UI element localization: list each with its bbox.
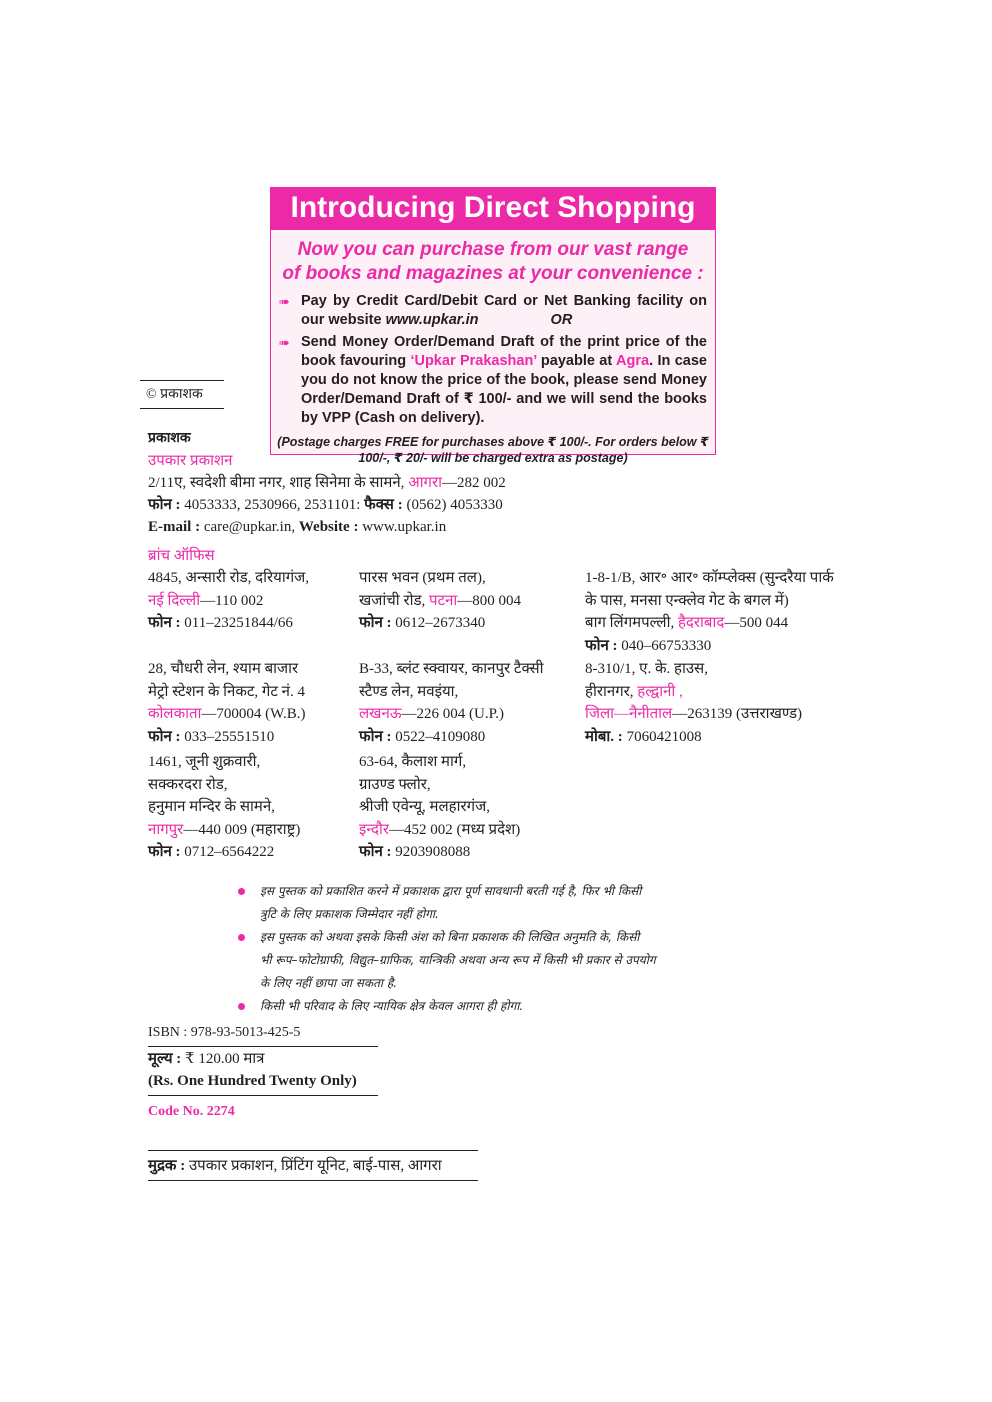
phone-value: 4053333, 2530966, 2531101: <box>184 497 365 513</box>
branch-pin: —500 044 <box>724 615 789 631</box>
branch-phone: 0522–4109080 <box>395 728 486 745</box>
phone-label: फोन : <box>148 497 185 513</box>
publisher-address <box>148 472 506 494</box>
branch-line: के पास, मनसा एन्क्लेव गेट के बगल में) <box>585 592 789 609</box>
ad-postage-note: (Postage charges FREE for purchases above ₹ 100/-. For orders below ₹ 100/-, ₹ 20/- will be charged extra as postage) <box>277 435 709 465</box>
branch-phone: 0712–6564222 <box>184 844 275 860</box>
bullet-icon <box>238 888 245 895</box>
branch-line: 28, चौधरी लेन, श्याम बाजार <box>148 661 299 677</box>
publisher-heading: प्रकाशक <box>148 431 191 446</box>
branch-kolkata <box>148 658 305 748</box>
price-value: ₹ 120.00 मात्र <box>185 1051 265 1067</box>
branch-pin: —452 002 (मध्य प्रदेश) <box>389 821 521 838</box>
bullet-icon <box>238 934 245 941</box>
branch-phone: 7060421008 <box>626 728 702 745</box>
publisher-contact <box>148 516 446 538</box>
divider <box>140 380 224 381</box>
website-label: Website : <box>298 519 363 535</box>
address-pin: —282 002 <box>441 475 506 491</box>
branch-city: कोलकाता <box>148 706 202 722</box>
ad-or-text: OR <box>550 312 573 328</box>
note-item <box>238 926 738 995</box>
email-value[interactable]: care@upkar.in, <box>203 519 299 535</box>
publisher-phone <box>148 494 503 516</box>
email-label: E-mail : <box>148 519 204 535</box>
note-line: किसी भी परिवाद के लिए न्यायिक क्षेत्र केवल आगरा ही होगा. <box>260 999 524 1013</box>
payee-city: Agra <box>616 353 650 369</box>
phone-label: फोन : <box>359 728 396 745</box>
phone-label: फोन : <box>148 615 185 631</box>
branch-patna <box>359 567 521 635</box>
branch-line: ग्राउण्ड फ्लोर, <box>359 776 431 793</box>
branch-line: हीरानगर, <box>585 683 638 700</box>
phone-label: फोन : <box>148 844 185 860</box>
fax-label: फैक्स : <box>364 497 407 513</box>
branch-city: हल्द्वानी , <box>637 683 683 700</box>
branch-delhi <box>148 567 309 635</box>
branch-pin: —110 002 <box>200 592 264 609</box>
phone-label: फोन : <box>359 844 396 860</box>
price-label: मूल्य : <box>148 1051 186 1067</box>
branch-city: नागपुर <box>148 821 184 838</box>
branch-line: 1461, जूनी शुक्रवारी, <box>148 754 261 770</box>
fax-value: (0562) 4053330 <box>406 497 503 513</box>
branch-hyderabad <box>585 567 834 657</box>
website-link[interactable]: www.upkar.in <box>385 312 479 328</box>
branch-line: 4845, अन्सारी रोड, दरियागंज, <box>148 570 310 586</box>
branch-lucknow <box>359 658 544 748</box>
phone-label: फोन : <box>148 728 185 745</box>
branch-phone: 0612–2673340 <box>395 615 486 631</box>
address-text: 2/11ए, स्वदेशी बीमा नगर, शाह सिनेमा के सामने, <box>148 475 409 491</box>
phone-label: फोन : <box>585 637 622 654</box>
note-item <box>238 995 738 1018</box>
branch-line: स्टैण्ड लेन, मवइंया, <box>359 683 459 700</box>
divider <box>148 1095 378 1096</box>
ad-item2-text-b: payable at <box>536 353 617 369</box>
phone-label: फोन : <box>359 615 396 631</box>
branch-line: पारस भवन (प्रथम तल), <box>359 570 486 586</box>
code-number: Code No. 2274 <box>148 1104 235 1119</box>
ad-subtitle-line-1: Now you can purchase from our vast range <box>297 239 689 260</box>
copyright: © प्रकाशक <box>146 387 203 402</box>
branch-city: हैदराबाद <box>677 615 725 631</box>
ad-subtitle <box>271 238 715 286</box>
branch-heading: ब्रांच ऑफिस <box>148 548 215 564</box>
ad-item2-text: Send Money Order/Demand Draft of the print price of the book favouring <box>301 334 707 369</box>
divider <box>148 1150 478 1151</box>
legal-notes <box>238 880 738 1018</box>
branch-city: पटना <box>429 592 458 609</box>
branch-city: इन्दौर <box>359 821 389 838</box>
price <box>148 1048 264 1070</box>
ad-item-online-payment <box>271 292 715 330</box>
printer-label: मुद्रक : <box>148 1158 189 1174</box>
arrow-icon: ➠ <box>279 335 290 350</box>
note-line: इस पुस्तक को अथवा इसके किसी अंश को बिना प्रकाशक की लिखित अनुमति के, किसी <box>260 930 640 944</box>
branch-line: B-33, ब्लंट स्क्वायर, कानपुर टैक्सी <box>359 661 544 677</box>
publisher-name: उपकार प्रकाशन <box>148 453 233 469</box>
payee-name: ‘Upkar Prakashan’ <box>410 353 537 369</box>
ad-item2-text-c: . In case you do not know the price of the book, please send Money Order/Demand Draft of ₹ 100/- and we will send the books by VPP (Cash on delivery). <box>301 353 707 426</box>
branch-phone: 033–25551510 <box>184 728 275 745</box>
mobile-label: मोबा. : <box>585 728 627 745</box>
note-line: इस पुस्तक को प्रकाशित करने में प्रकाशक द्वारा पूर्ण सावधानी बरती गई है, फिर भी किसी <box>260 884 642 898</box>
branch-line: 8-310/1, ए. के. हाउस, <box>585 661 708 677</box>
branch-phone: 011–23251844/66 <box>184 615 293 631</box>
divider <box>148 1046 378 1047</box>
note-line: भी रूप–फोटोग्राफी, विद्युत–ग्राफिक, यान्त्रिकी अथवा अन्य रूप में किसी भी प्रकार से उपयोग <box>260 953 656 967</box>
address-city: आगरा <box>408 475 442 491</box>
branch-line: खजांची रोड, <box>359 592 429 609</box>
branch-phone: 040–66753330 <box>621 637 712 654</box>
divider <box>140 408 224 409</box>
note-line: त्रुटि के लिए प्रकाशक जिम्मेदार नहीं होगा. <box>260 907 439 921</box>
branch-line: हनुमान मन्दिर के सामने, <box>148 799 275 815</box>
printer-value: उपकार प्रकाशन, प्रिंटिंग यूनिट, बाई-पास, आगरा <box>188 1158 442 1174</box>
bullet-icon <box>238 1003 245 1010</box>
branch-pin: —700004 (W.B.) <box>201 706 306 722</box>
branch-pin: —440 009 (महाराष्ट्र) <box>183 821 301 838</box>
arrow-icon: ➠ <box>279 294 290 309</box>
branch-phone: 9203908088 <box>395 844 471 860</box>
price-in-words: (Rs. One Hundred Twenty Only) <box>148 1073 357 1089</box>
ad-item1-text: Pay by Credit Card/Debit Card or Net Banking facility on our website <box>301 293 707 328</box>
branch-city: लखनऊ <box>359 706 402 722</box>
branch-line: बाग लिंगमपल्ली, <box>585 615 678 631</box>
branch-pin: —226 004 (U.P.) <box>401 706 505 722</box>
divider <box>148 1180 478 1181</box>
branch-pin: —263139 (उत्तराखण्ड) <box>672 706 802 722</box>
branch-line: 1-8-1/B, आर॰ आर॰ कॉम्प्लेक्स (सुन्दरैया पार्क <box>585 570 834 586</box>
branch-line: श्रीजी एवेन्यू, मलहारगंज, <box>359 799 490 815</box>
branch-haldwani <box>585 658 802 748</box>
branch-line: सक्करदरा रोड, <box>148 776 228 793</box>
branch-line: 63-64, कैलाश मार्ग, <box>359 754 467 770</box>
branch-district: जिला—नैनीताल <box>585 706 673 722</box>
ad-title: Introducing Direct Shopping <box>271 188 715 230</box>
branch-line: मेट्रो स्टेशन के निकट, गेट नं. 4 <box>148 683 305 700</box>
branch-indore <box>359 751 520 864</box>
ad-subtitle-line-2: of books and magazines at your convenience : <box>282 263 704 284</box>
branch-nagpur <box>148 751 300 864</box>
note-line: के लिए नहीं छापा जा सकता है. <box>260 976 398 990</box>
website-value[interactable]: www.upkar.in <box>362 519 447 535</box>
branch-city: नई दिल्ली <box>148 592 201 609</box>
isbn: ISBN : 978-93-5013-425-5 <box>148 1025 301 1040</box>
branch-pin: —800 004 <box>457 592 522 609</box>
printer <box>148 1155 442 1177</box>
note-item <box>238 880 738 926</box>
direct-shopping-ad <box>270 187 716 465</box>
ad-item-money-order <box>271 333 715 428</box>
